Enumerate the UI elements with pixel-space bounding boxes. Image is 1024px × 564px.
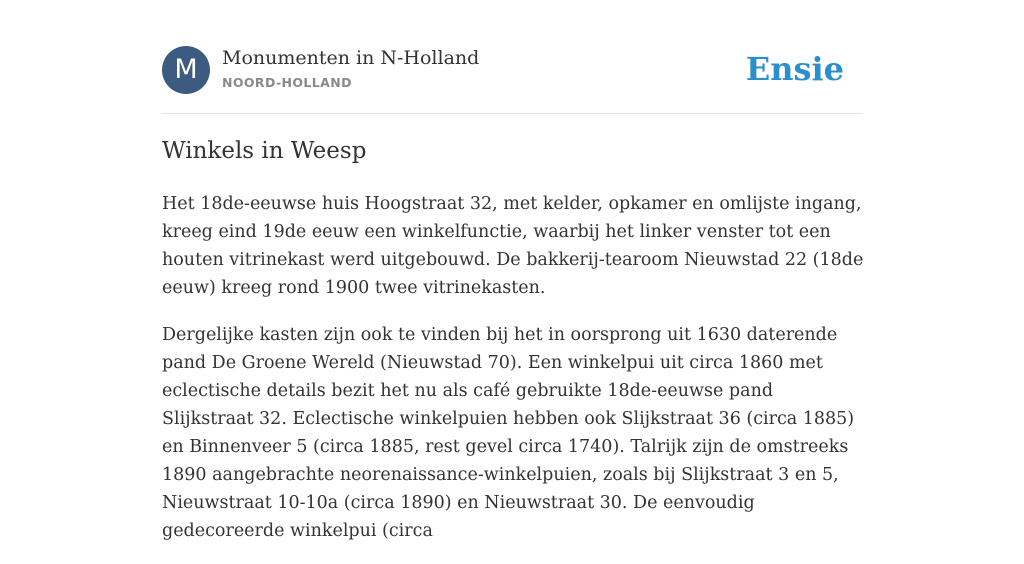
header-divider xyxy=(162,113,862,114)
source-header xyxy=(162,46,862,96)
source-subtitle: NOORD-HOLLAND xyxy=(222,75,352,90)
article-paragraph-1: Het 18de-eeuwse huis Hoogstraat 32, met kelder, opkamer en omlijste ingang, kreeg eind 19de eeuw een winkelfunctie, waarbij het linker venster tot een houten vitrinekast werd uitgebouwd. De bakkerij-tearoom Nieuwstad 22 (18de eeuw) kreeg rond 1900 twee vitrinekasten. xyxy=(162,194,864,298)
ensie-logo[interactable]: Ensie xyxy=(745,50,844,88)
source-title[interactable]: Monumenten in N-Holland xyxy=(222,47,480,69)
avatar[interactable]: M xyxy=(162,46,210,94)
article-body xyxy=(162,190,867,564)
article-paragraph-2: Dergelijke kasten zijn ook te vinden bij het in oorsprong uit 1630 daterende pand De Groene Wereld (Nieuwstad 70). Een winkelpui uit circa 1860 met eclectische details bezit het nu als café gebruikte 18de-eeuwse pand Slijkstraat 32. Eclectische winkelpuien hebben ook Slijkstraat 36 (circa 1885) en Binnenveer 5 (circa 1885, rest gevel circa 1740). Talrijk zijn de omstreeks 1890 aangebrachte neorenaissance-winkelpuien, zoals bij Slijkstraat 3 en 5, Nieuwstraat 10-10a (circa 1890) en Nieuwstraat 30. De eenvoudig gedecoreerde winkelpui (circa xyxy=(162,325,855,541)
article-title: Winkels in Weesp xyxy=(162,138,367,164)
